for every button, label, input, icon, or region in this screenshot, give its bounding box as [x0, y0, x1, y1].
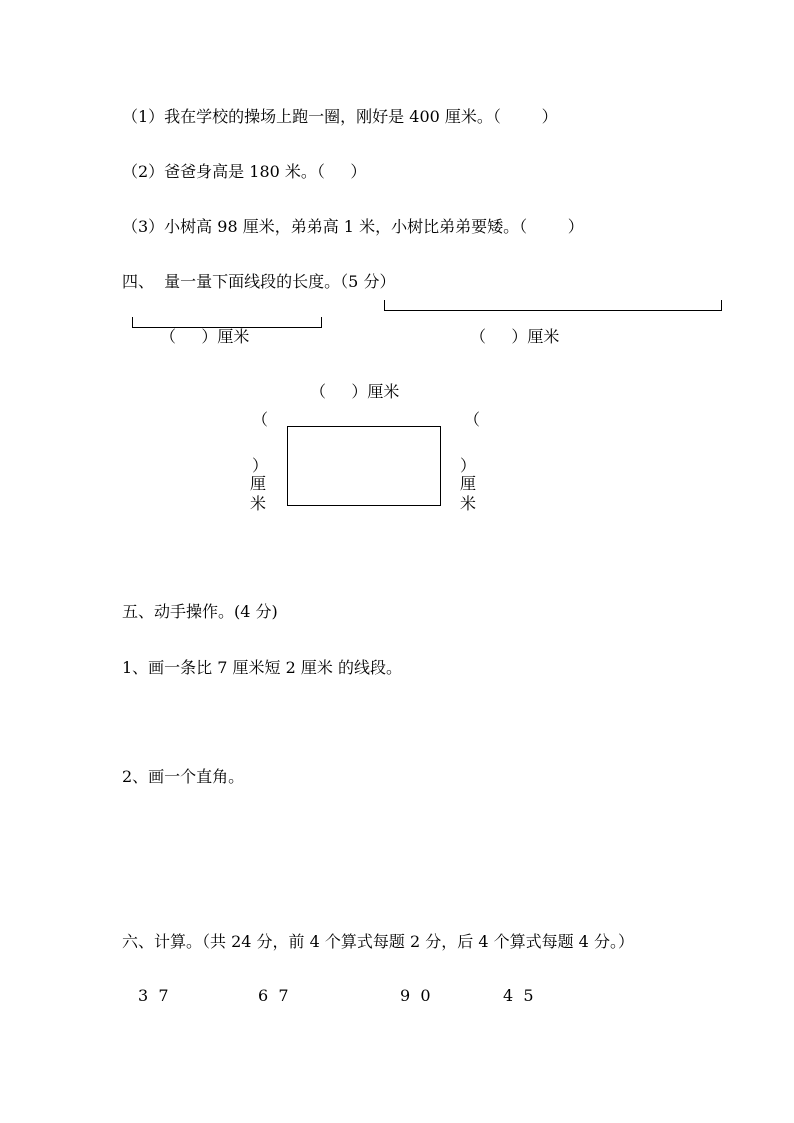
- short-segment-answer: （ ）厘米: [160, 327, 250, 346]
- section-4-heading: 四、 量一量下面线段的长度。（5 分）: [122, 272, 396, 291]
- section-6-heading: 六、计算。（共 24 分，前 4 个算式每题 2 分，后 4 个算式每题 4 分。）: [122, 932, 634, 951]
- judgment-item-1: （1）我在学校的操场上跑一圈，刚好是 400 厘米。（ ）: [122, 107, 558, 126]
- calc-number-4: 4 5: [503, 986, 534, 1005]
- long-segment-answer: （ ）厘米: [470, 327, 560, 346]
- judgment-item-2: （2）爸爸身高是 180 米。（ ）: [122, 162, 367, 181]
- section-5-question-2: 2、画一个直角。: [122, 767, 245, 786]
- calc-number-1: 3 7: [138, 986, 169, 1005]
- section-5-heading: 五、动手操作。(4 分): [122, 602, 278, 621]
- judgment-item-3: （3）小树高 98 厘米，弟弟高 1 米，小树比弟弟要矮。（ ）: [122, 217, 584, 236]
- section-5-question-1: 1、画一条比 7 厘米短 2 厘米 的线段。: [122, 658, 402, 677]
- rectangle-shape: [287, 426, 441, 506]
- calc-number-2: 6 7: [258, 986, 289, 1005]
- rect-top-answer: （ ）厘米: [310, 382, 400, 401]
- calc-number-3: 9 0: [400, 986, 431, 1005]
